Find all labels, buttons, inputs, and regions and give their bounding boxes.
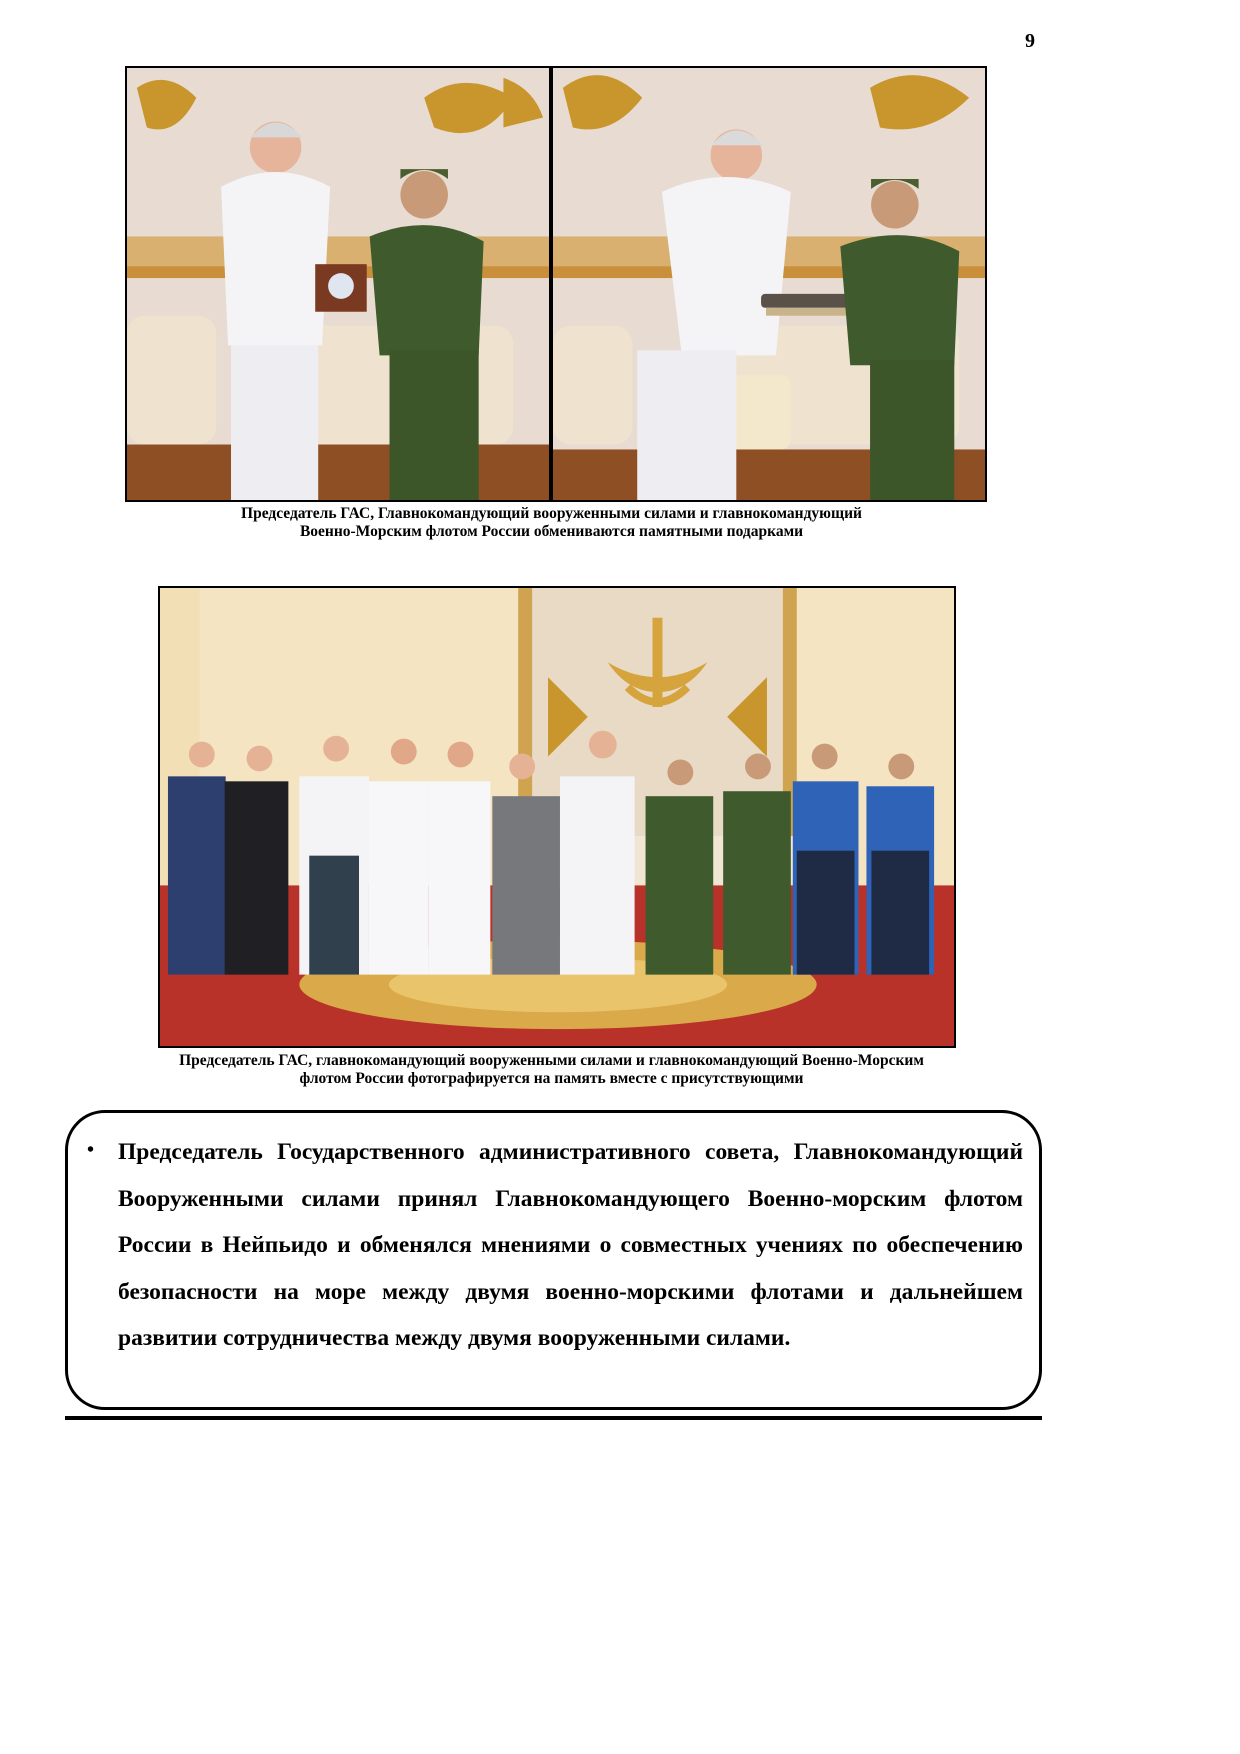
page-number: 9 — [1025, 30, 1035, 52]
caption-group-line-1: Председатель ГАС, главнокомандующий вооруженными силами и главнокомандующий Военно-Морским — [179, 1052, 924, 1069]
photo-presenting-plaque — [125, 66, 551, 502]
photo-presenting-dagger-image — [553, 68, 985, 500]
bullet-icon: • — [87, 1139, 95, 1161]
caption-group — [60, 1052, 1043, 1088]
caption-group-line-2: флотом России фотографируется на память вместе с присутствующими — [299, 1070, 804, 1087]
summary-text: Председатель Государственного административного совета, Главнокомандующий Вооруженными силами принял Главнокомандующего Военно-морским флотом России в Нейпьидо и обменялся мнениями о совместных учениях по обеспечению безопасности на море между двумя военно-морскими флотами и дальнейшем развитии сотрудничества между двумя вооруженными силами. — [118, 1139, 1023, 1351]
photo-presenting-dagger — [551, 66, 987, 502]
bottom-rule — [65, 1416, 1042, 1420]
photo-group-portrait-image — [160, 588, 954, 1046]
caption-top-line-1: Председатель ГАС, Главнокомандующий вооруженными силами и главнокомандующий — [241, 505, 862, 522]
summary-box — [65, 1110, 1042, 1410]
caption-top — [60, 505, 1043, 541]
photo-presenting-plaque-image — [127, 68, 549, 500]
photo-group-portrait — [158, 586, 956, 1048]
caption-top-line-2: Военно-Морским флотом России обмениваются памятными подарками — [299, 523, 804, 540]
